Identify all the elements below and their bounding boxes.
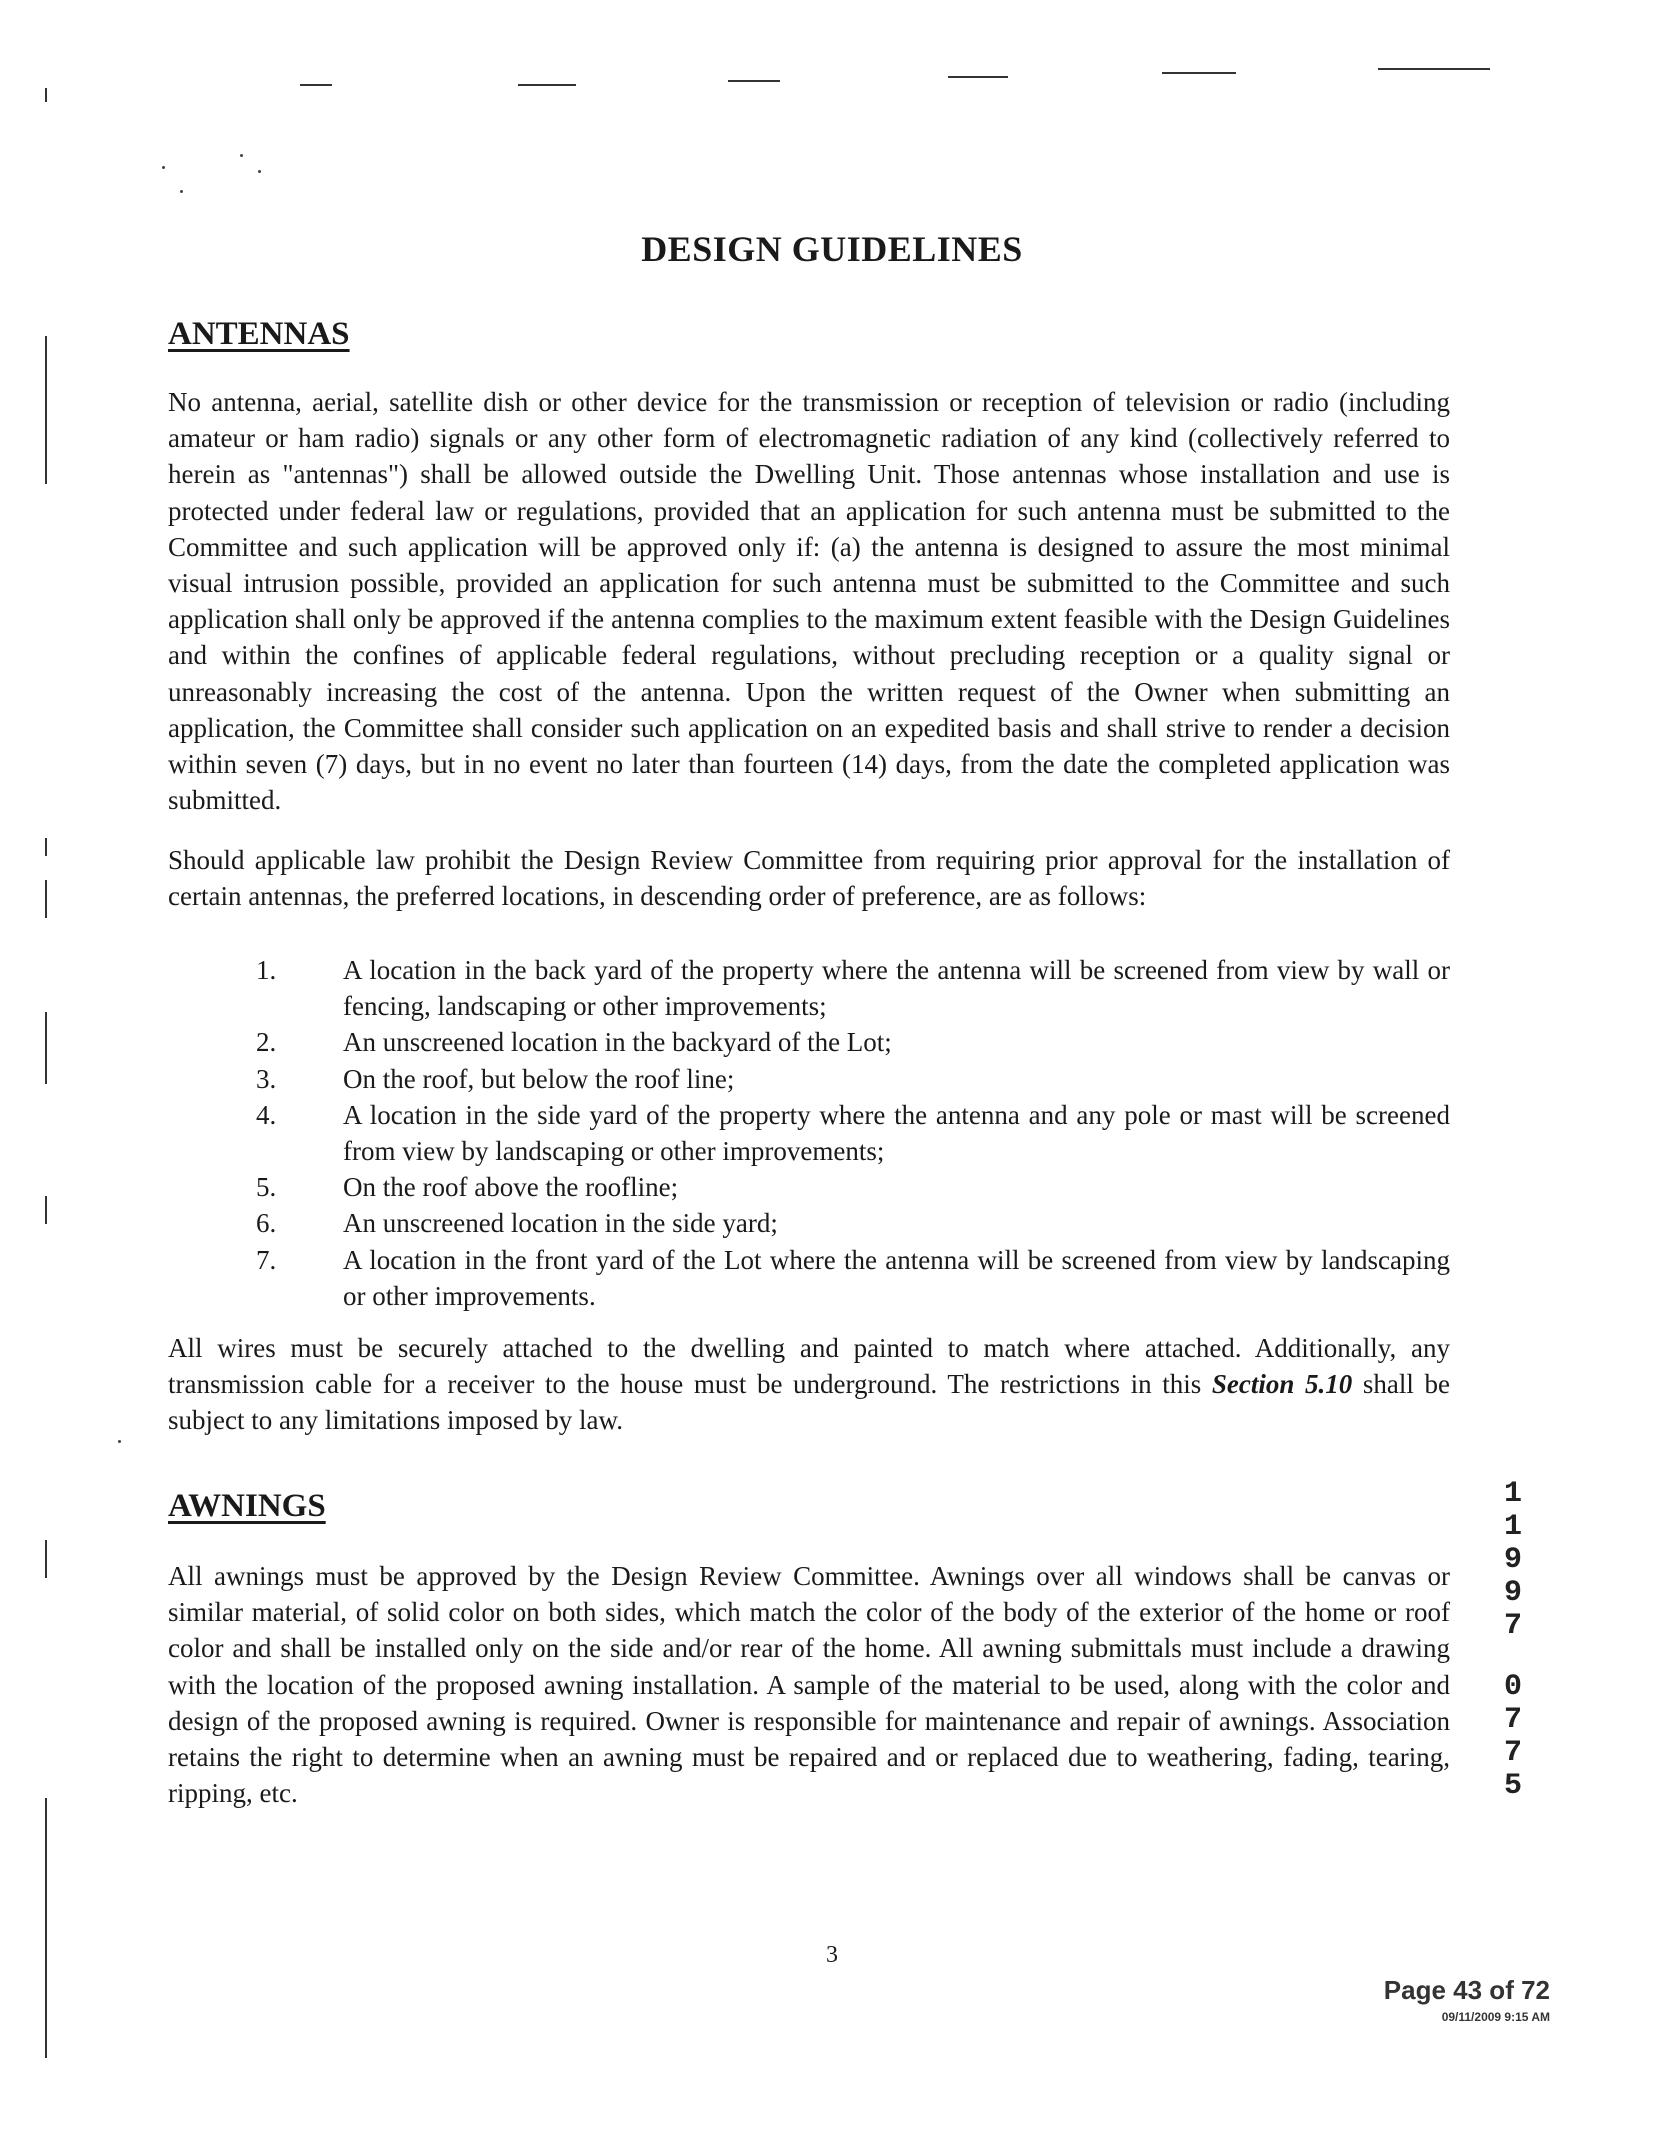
list-item-number: 4. xyxy=(256,1099,277,1130)
list-item-text: A location in the side yard of the property where the antenna and any pole or mast will be screened from view by landscaping or other improvements; xyxy=(343,1099,1450,1167)
document-title: DESIGN GUIDELINES xyxy=(641,229,1023,269)
antennas-paragraph-3-text-end: shall be subject to any limitations imposed by law. xyxy=(168,1369,1451,1436)
scan-artifact-edge xyxy=(45,1798,47,2058)
scan-artifact-dash xyxy=(1378,68,1490,70)
list-item xyxy=(168,952,1450,1024)
list-item xyxy=(168,1061,1450,1097)
footer-timestamp: 09/11/2009 9:15 AM xyxy=(1441,2010,1550,2024)
scan-artifact-edge xyxy=(45,336,47,484)
scan-artifact-edge xyxy=(45,880,47,918)
recording-digit: 7 xyxy=(1503,1703,1522,1737)
list-item-text: A location in the back yard of the property where the antenna will be screened from view by wall or fencing, landscaping or other improvements; xyxy=(343,955,1450,1022)
list-item xyxy=(168,1205,1450,1241)
recording-digit: 5 xyxy=(1503,1769,1522,1803)
antennas-paragraph-2: Should applicable law prohibit the Design Review Committee from requiring prior approval for the installation of certain antennas, the preferred locations, in descending order of preference, are as follows: xyxy=(168,845,1450,912)
scan-artifact-edge xyxy=(45,1540,47,1578)
recording-digit: 1 xyxy=(1503,1477,1522,1511)
scan-artifact-dash xyxy=(728,80,780,82)
antennas-paragraph-1: No antenna, aerial, satellite dish or other device for the transmission or reception of television or radio (including amateur or ham radio) signals or any other form of electromagnetic radiation of any kind (collectively referred to herein as "antennas") shall be allowed outside the Dwelling Unit. Those antennas whose installation and use is protected under federal law or regulations, provided that an application for such antenna must be submitted to the Committee and such application will be approved only if: (a) the antenna is designed to assure the most minimal visual intrusion possible, provided an application for such antenna must be submitted to the Committee and such application shall only be approved if the antenna complies to the maximum extent feasible with the Design Guidelines and within the confines of applicable federal regulations, without precluding reception or a quality signal or unreasonably increasing the cost of the antenna. Upon the written request of the Owner when submitting an application, the Committee shall consider such application on an expedited basis and shall strive to render a decision within seven (7) days, but in no event no later than fourteen (14) days, from the date the completed application was submitted. xyxy=(168,387,1450,816)
recording-digit-gap xyxy=(1498,1643,1528,1671)
scan-artifact-edge xyxy=(45,1196,47,1224)
list-item-number: 1. xyxy=(256,955,277,985)
scan-artifact-edge xyxy=(45,88,47,102)
scan-artifact-dash xyxy=(948,76,1008,78)
list-item-text: An unscreened location in the backyard of the Lot; xyxy=(343,1027,892,1058)
awnings-paragraph: All awnings must be approved by the Design Review Committee. Awnings over all windows shall be canvas or similar material, of solid color on both sides, which match the color of the body of the exterior of the home or roof color and shall be installed only on the side and/or rear of the home. All awning submittals must include a drawing with the location of the proposed awning installation. A sample of the material to be used, along with the color and design of the proposed awning is required. Owner is responsible for maintenance and repair of awnings. Association retains the right to determine when an awning must be repaired and or replaced due to weathering, fading, tearing, ripping, etc. xyxy=(168,1561,1450,1809)
list-item-text: A location in the front yard of the Lot where the antenna will be screened from view by landscaping or other improvements. xyxy=(343,1244,1450,1311)
list-item-text: On the roof above the roofline; xyxy=(343,1172,679,1203)
list-item-number: 5. xyxy=(256,1172,277,1203)
page-number: 3 xyxy=(826,1942,838,1968)
list-item-number: 3. xyxy=(256,1063,277,1094)
list-item-text: An unscreened location in the side yard; xyxy=(343,1208,778,1239)
recording-digit: 7 xyxy=(1503,1609,1522,1643)
list-item xyxy=(168,1024,1450,1060)
scan-artifact-edge xyxy=(45,838,47,856)
scan-artifact-speck xyxy=(258,170,261,173)
section-heading-awnings: AWNINGS xyxy=(168,1488,326,1524)
scan-artifact-speck xyxy=(118,1440,121,1443)
list-item xyxy=(168,1169,1450,1205)
list-item-number: 7. xyxy=(256,1244,277,1275)
scan-artifact-speck xyxy=(162,166,165,169)
recording-digit: 7 xyxy=(1503,1736,1522,1770)
scan-artifact-speck xyxy=(240,154,243,157)
section-reference: Section 5.10 xyxy=(1211,1369,1353,1400)
recording-digit: 0 xyxy=(1503,1670,1522,1704)
scan-artifact-dash xyxy=(300,84,332,86)
recording-number-vertical xyxy=(1498,1478,1528,1803)
scan-artifact-edge xyxy=(45,1012,47,1084)
list-item-text: On the roof, but below the roof line; xyxy=(343,1063,735,1094)
scan-artifact-dash xyxy=(518,84,576,86)
recording-digit: 9 xyxy=(1503,1576,1522,1610)
list-item xyxy=(168,1097,1450,1169)
list-item-number: 6. xyxy=(256,1208,277,1239)
recording-digit: 9 xyxy=(1503,1543,1522,1577)
antenna-location-list xyxy=(168,952,1450,1314)
recording-digit: 1 xyxy=(1503,1510,1522,1544)
scan-artifact-speck xyxy=(180,190,183,193)
list-item xyxy=(168,1242,1450,1314)
antennas-paragraph-3 xyxy=(168,1330,1450,1439)
scan-artifact-dash xyxy=(1162,72,1236,74)
footer-page-label: Page 43 of 72 xyxy=(1383,1975,1550,2005)
section-heading-antennas: ANTENNAS xyxy=(168,316,350,352)
list-item-number: 2. xyxy=(256,1027,277,1058)
antennas-paragraph-3-text: All wires must be securely attached to the dwelling and painted to match where attached. Additionally, any transmission cable for a receiver to the house must be underground. The restrictions in this xyxy=(168,1333,1450,1400)
